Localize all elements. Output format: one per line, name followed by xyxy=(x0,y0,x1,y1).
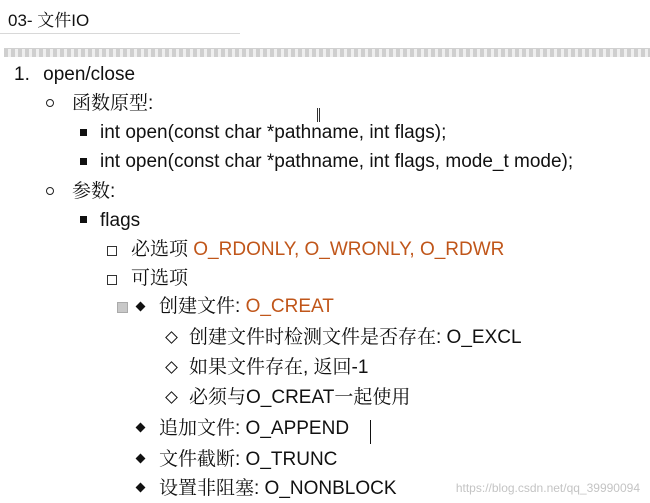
page-title: 03- 文件IO xyxy=(8,11,90,30)
hollow-square-bullet-icon xyxy=(107,246,117,256)
required-label: 必选项 xyxy=(131,239,194,260)
hollow-square-bullet-icon xyxy=(107,275,117,285)
prototype-1: int open(const char *pathname, int flags); xyxy=(100,122,447,143)
hollow-diamond-bullet-icon xyxy=(165,331,178,344)
list-item-heading xyxy=(14,63,135,87)
square-bullet-icon xyxy=(80,216,87,223)
params-label: 参数: xyxy=(72,181,116,202)
trunc-row: 文件截断: O_TRUNC xyxy=(159,449,338,470)
circle-bullet-icon xyxy=(46,99,54,107)
flags-label: flags xyxy=(100,210,141,231)
section-divider xyxy=(4,48,650,57)
create-row xyxy=(159,295,334,319)
create-label: 创建文件: xyxy=(159,296,246,317)
create-value: O_CREAT xyxy=(245,296,334,317)
hollow-diamond-bullet-icon xyxy=(165,361,178,374)
ibeam-cursor-icon xyxy=(317,108,320,122)
watermark: https://blog.csdn.net/qq_39990094 xyxy=(455,481,640,495)
create-sub-3: 必须与O_CREAT一起使用 xyxy=(189,387,411,408)
hollow-diamond-bullet-icon xyxy=(165,391,178,404)
diamond-bullet-icon xyxy=(136,302,146,312)
diamond-bullet-icon xyxy=(136,454,146,464)
required-row xyxy=(131,238,504,262)
circle-bullet-icon xyxy=(46,187,54,195)
heading-text: open/close xyxy=(43,64,136,85)
create-sub-1: 创建文件时检测文件是否存在: O_EXCL xyxy=(189,327,522,348)
text-caret xyxy=(370,420,371,444)
prototype-label: 函数原型: xyxy=(72,93,154,114)
nonblock-row: 设置非阻塞: O_NONBLOCK xyxy=(159,478,397,499)
square-bullet-icon xyxy=(80,129,87,136)
optional-label: 可选项 xyxy=(131,268,189,289)
diamond-bullet-icon xyxy=(136,483,146,493)
append-row: 追加文件: O_APPEND xyxy=(159,418,350,439)
square-bullet-icon xyxy=(80,158,87,165)
diamond-bullet-icon xyxy=(136,423,146,433)
prototype-2: int open(const char *pathname, int flags, mode_t mode); xyxy=(100,151,574,172)
drag-handle-icon[interactable] xyxy=(117,302,128,313)
create-sub-2: 如果文件存在, 返回-1 xyxy=(189,357,369,378)
title-underline xyxy=(0,33,240,34)
list-number: 1. xyxy=(14,64,30,85)
required-values: O_RDONLY, O_WRONLY, O_RDWR xyxy=(193,239,505,260)
